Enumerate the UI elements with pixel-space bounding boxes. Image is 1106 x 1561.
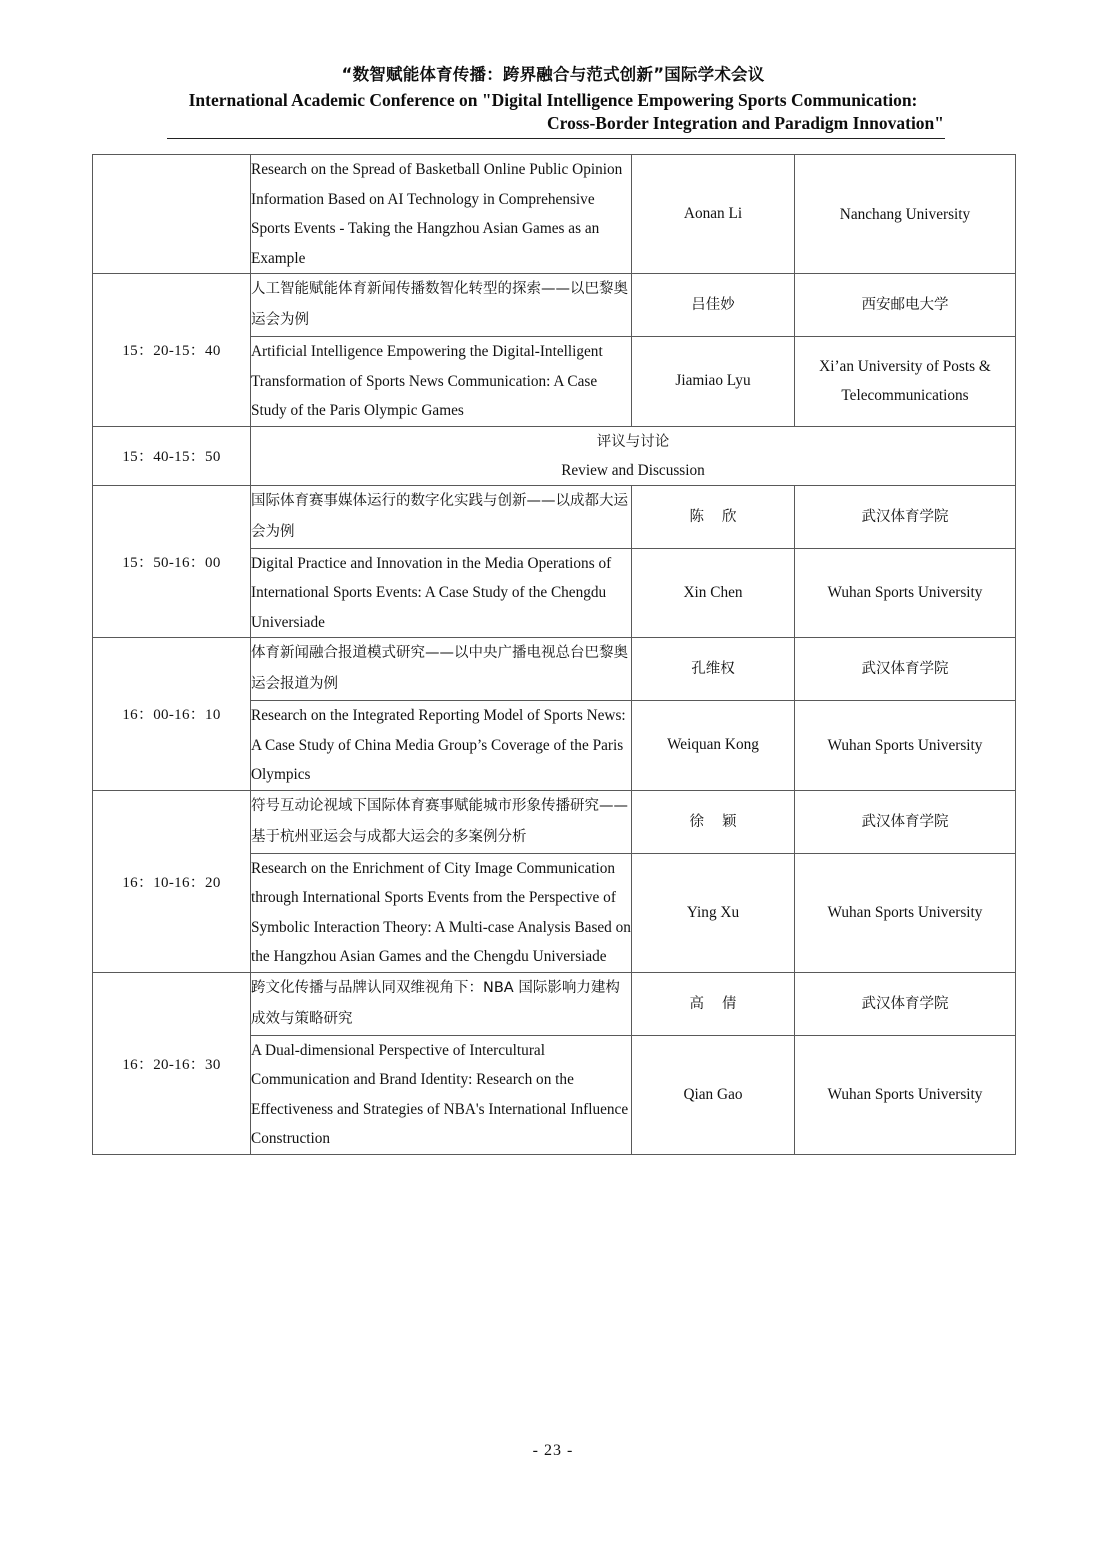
table-row	[93, 426, 1016, 485]
presenter-organization: 武汉体育学院	[795, 638, 1016, 701]
presenter-organization: Wuhan Sports University	[795, 701, 1016, 791]
table-row	[93, 155, 1016, 274]
session-break-label-chinese: 评议与讨论	[596, 433, 670, 450]
presenter-givenname: 欣	[722, 508, 737, 525]
time-cell: 15：20-15：40	[93, 274, 251, 427]
page-number-footer: - 23 -	[532, 1442, 574, 1459]
presenter-name	[632, 790, 795, 853]
table-row	[93, 972, 1016, 1035]
time-cell: 15：50-16：00	[93, 485, 251, 638]
presenter-name: 吕佳妙	[632, 274, 795, 337]
presentation-title: Digital Practice and Innovation in the Media Operations of International Sports Events: A Case Study of the Chengdu Universiade	[251, 548, 632, 638]
session-break-label-english: Review and Discussion	[561, 461, 705, 479]
time-cell: 16：20-16：30	[93, 972, 251, 1154]
presenter-name: Weiquan Kong	[632, 701, 795, 791]
time-cell: 15：40-15：50	[93, 426, 251, 485]
presentation-title: 国际体育赛事媒体运行的数字化实践与创新——以成都大运会为例	[251, 485, 632, 548]
presenter-name: Xin Chen	[632, 548, 795, 638]
header-divider-rule	[167, 138, 945, 139]
document-header	[0, 0, 1106, 139]
presenter-organization: Wuhan Sports University	[795, 1035, 1016, 1154]
presenter-organization: Wuhan Sports University	[795, 548, 1016, 638]
time-cell	[93, 155, 251, 274]
presenter-name: Ying Xu	[632, 853, 795, 972]
table-row	[93, 790, 1016, 853]
presentation-title: Research on the Spread of Basketball Online Public Opinion Information Based on AI Technology in Comprehensive Sports Events - Taking the Hangzhou Asian Games as an Example	[251, 155, 632, 274]
presenter-organization: Wuhan Sports University	[795, 853, 1016, 972]
schedule-table-wrapper	[0, 154, 1106, 1155]
presenter-name	[632, 972, 795, 1035]
presenter-name: Qian Gao	[632, 1035, 795, 1154]
presenter-name: 孔维权	[632, 638, 795, 701]
presenter-organization: 武汉体育学院	[795, 485, 1016, 548]
presenter-surname: 陈	[689, 508, 704, 525]
presentation-title: 跨文化传播与品牌认同双维视角下：NBA 国际影响力建构成效与策略研究	[251, 972, 632, 1035]
presenter-givenname: 颖	[722, 813, 737, 830]
presenter-organization: 武汉体育学院	[795, 972, 1016, 1035]
presenter-name	[632, 485, 795, 548]
presenter-givenname: 倩	[722, 995, 737, 1012]
table-row	[93, 638, 1016, 701]
table-row	[93, 274, 1016, 337]
schedule-table	[92, 154, 1016, 1155]
presenter-surname: 徐	[689, 813, 704, 830]
presenter-organization: Xi’an University of Posts & Telecommunications	[795, 337, 1016, 427]
conference-title-english-line2: Cross-Border Integration and Paradigm Innovation"	[546, 113, 944, 133]
presenter-name: Jiamiao Lyu	[632, 337, 795, 427]
presentation-title: Research on the Enrichment of City Image Communication through International Sports Events from the Perspective of Symbolic Interaction Theory: A Multi-case Analysis Based on the Hangzhou Asian Games and the Chengdu Universiade	[251, 853, 632, 972]
presenter-organization: 武汉体育学院	[795, 790, 1016, 853]
table-row	[93, 485, 1016, 548]
time-cell: 16：00-16：10	[93, 638, 251, 791]
presentation-title: 人工智能赋能体育新闻传播数智化转型的探索——以巴黎奥运会为例	[251, 274, 632, 337]
conference-title-english-line1: International Academic Conference on "Digital Intelligence Empowering Sports Communication:	[188, 90, 918, 110]
presenter-organization: 西安邮电大学	[795, 274, 1016, 337]
presentation-title: Artificial Intelligence Empowering the Digital-Intelligent Transformation of Sports News Communication: A Case Study of the Paris Olympic Games	[251, 337, 632, 427]
session-break-cell	[251, 426, 1016, 485]
presentation-title: Research on the Integrated Reporting Model of Sports News: A Case Study of China Media Group’s Coverage of the Paris Olympics	[251, 701, 632, 791]
conference-title-chinese: “数智赋能体育传播：跨界融合与范式创新”国际学术会议	[341, 65, 765, 84]
presenter-name: Aonan Li	[632, 155, 795, 274]
schedule-table-body	[93, 155, 1016, 1155]
presenter-surname: 高	[689, 995, 704, 1012]
presentation-title: 体育新闻融合报道模式研究——以中央广播电视总台巴黎奥运会报道为例	[251, 638, 632, 701]
presentation-title: 符号互动论视域下国际体育赛事赋能城市形象传播研究——基于杭州亚运会与成都大运会的多案例分析	[251, 790, 632, 853]
time-cell: 16：10-16：20	[93, 790, 251, 972]
presenter-organization: Nanchang University	[795, 155, 1016, 274]
presentation-title: A Dual-dimensional Perspective of Intercultural Communication and Brand Identity: Research on the Effectiveness and Strategies of NBA's International Influence Construction	[251, 1035, 632, 1154]
